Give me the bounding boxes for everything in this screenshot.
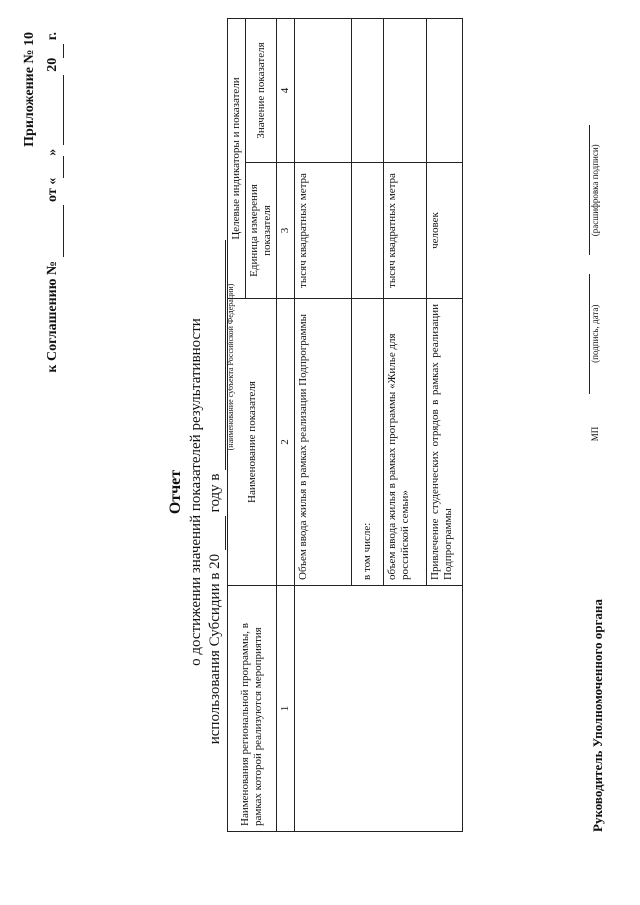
indicators-table [227, 18, 463, 832]
column-number-row [277, 19, 295, 832]
title-block [165, 232, 236, 752]
table-row [295, 19, 352, 832]
program-name-cell [295, 586, 463, 832]
stamp-label: МП [590, 426, 600, 442]
header-value: Значение показателя [246, 19, 277, 163]
indicator-name-line-2: Подпрограммы [442, 508, 454, 580]
decode-caption: (расшифровка подписи) [590, 144, 600, 237]
value-cell [352, 19, 384, 163]
year-suffix: г. [45, 32, 60, 41]
signature-block [575, 125, 601, 472]
appendix-number: Приложение № 10 [22, 32, 37, 147]
header-program-name: Наименования региональной программы, в рамках которой реализуются мероприятия [228, 586, 277, 832]
title-line-2 [206, 232, 226, 752]
document-title: Отчет [167, 469, 184, 515]
day-blank [43, 156, 64, 178]
subsidy-year-blank [206, 516, 226, 550]
signature-field [575, 274, 601, 394]
indicator-name-cell: объем ввода жилья в рамках программы «Жилье для российской семьи» [384, 299, 427, 586]
unit-cell: тысяч квадратных метра [384, 163, 427, 299]
from-label: от « [45, 177, 60, 202]
indicator-name-cell [427, 299, 463, 586]
header-unit: Единица измерения показателя [246, 163, 277, 299]
region-caption: (наименование субъекта Российской Федерации) [226, 283, 235, 451]
year-blank [43, 44, 64, 58]
agreement-prefix: к Соглашению № [45, 260, 60, 373]
quote-close: » [45, 148, 60, 156]
column-number-4: 4 [277, 19, 295, 163]
agreement-number-blank [43, 205, 64, 257]
column-number-3: 3 [277, 163, 295, 299]
agreement-line [43, 32, 64, 373]
header-target-indicators: Целевые индикаторы и показатели [228, 19, 246, 299]
head-of-authority-label: Руководитель Уполномоченного органа [590, 599, 605, 832]
value-cell [427, 19, 463, 163]
document-header [21, 32, 64, 373]
value-cell [384, 19, 427, 163]
year-prefix: 20 [45, 57, 60, 72]
value-cell [295, 19, 352, 163]
unit-cell: тысяч квадратных метра [295, 163, 352, 299]
signature-caption: (подпись, дата) [590, 304, 600, 363]
title-line-2-prefix: использования Субсидии в 20 [207, 553, 223, 745]
indicator-name-cell: в том числе: [352, 299, 384, 586]
title-line-1: о достижении значений показателей результативности [188, 318, 204, 666]
unit-cell: человек [427, 163, 463, 299]
header-indicator-name: Наименование показателя [228, 299, 277, 586]
column-number-2: 2 [277, 299, 295, 586]
column-number-1: 1 [277, 586, 295, 832]
signature-line [575, 274, 590, 394]
title-line-2-mid: году в [207, 473, 223, 513]
rotated-document-sheet [15, 32, 625, 872]
region-blank [206, 240, 226, 470]
indicator-name-cell: Объем ввода жилья в рамках реализации Подпрограммы [295, 299, 352, 586]
table-header-row-1 [228, 19, 246, 832]
indicator-name-line-1: Привлечение студенческих отрядов в рамках реализации [429, 304, 441, 580]
unit-cell [352, 163, 384, 299]
decode-line [575, 125, 590, 255]
month-blank [43, 75, 64, 145]
decode-field [575, 125, 601, 255]
